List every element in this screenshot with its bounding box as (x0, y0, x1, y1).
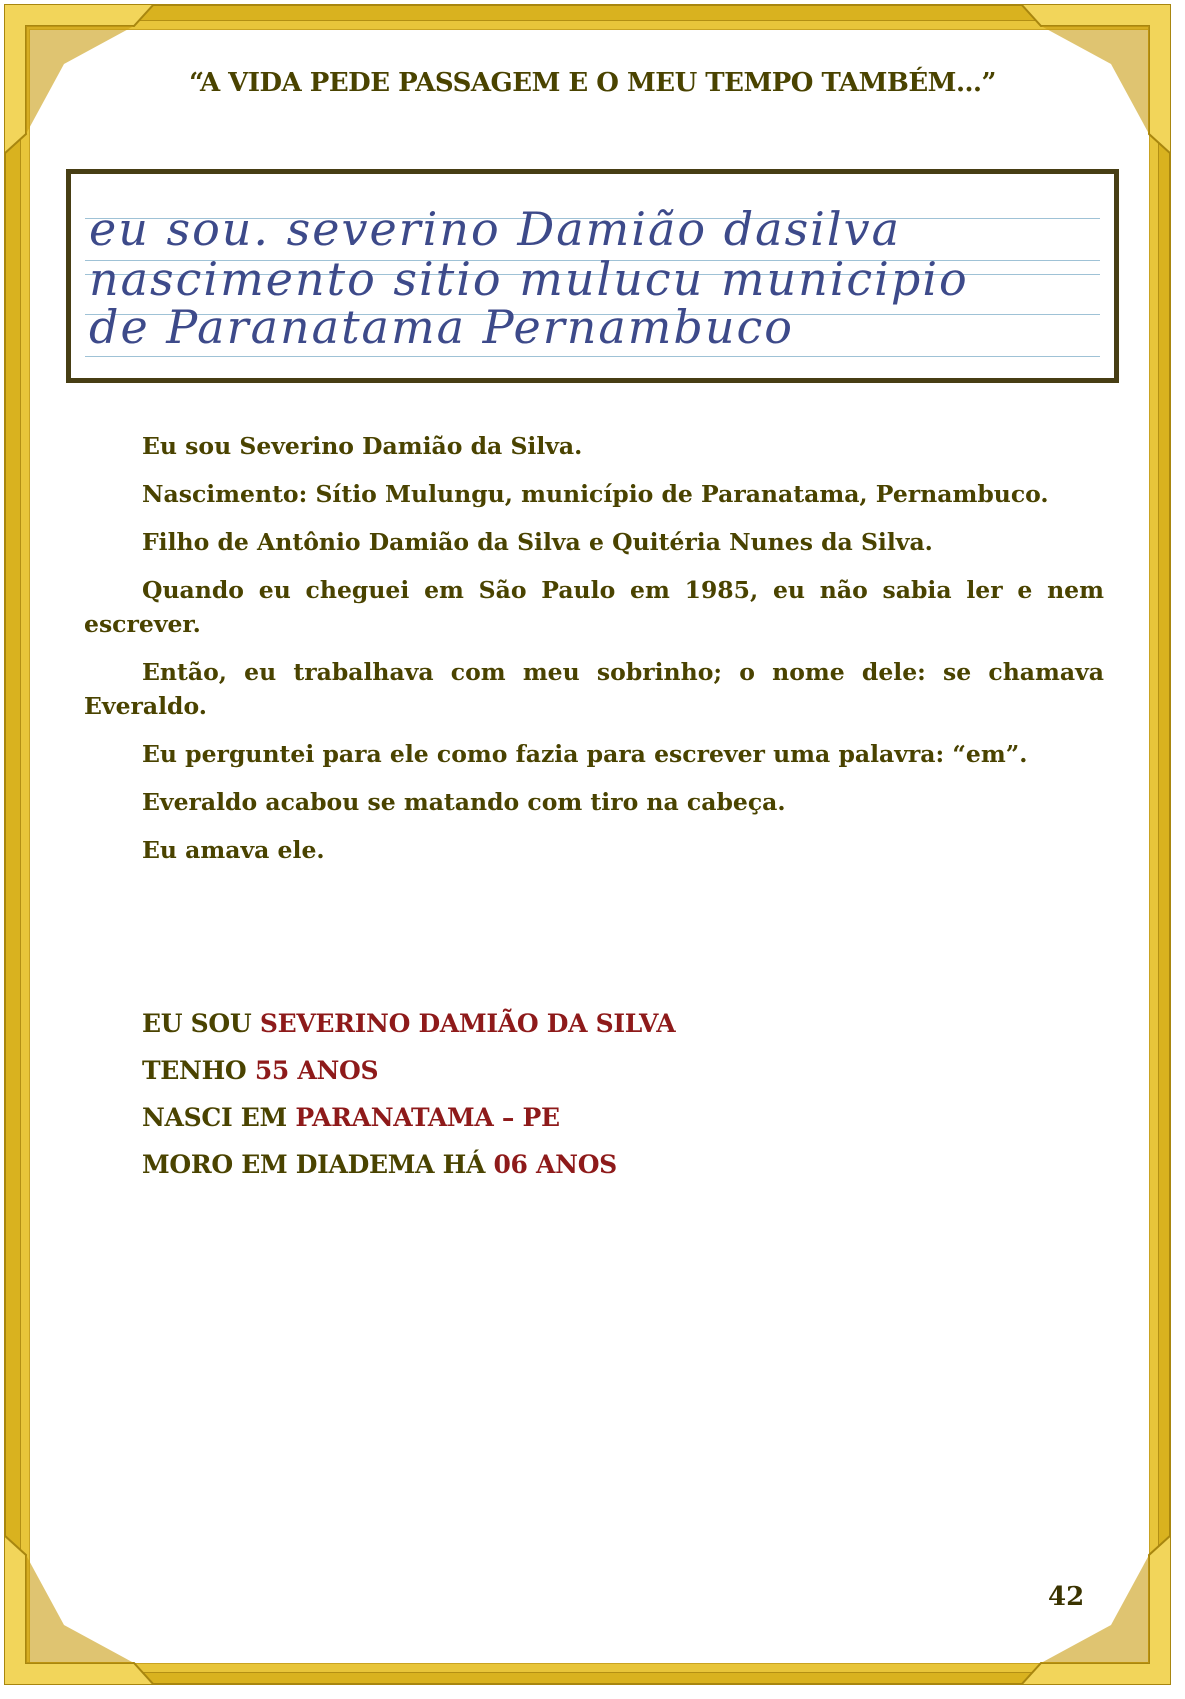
fact-value: PARANATAMA – PE (295, 1103, 560, 1132)
paragraph: Então, eu trabalhava com meu sobrinho; o nome dele: se chamava Everaldo. (84, 658, 1104, 720)
personal-facts (142, 1000, 675, 1188)
fact-name (142, 1000, 675, 1047)
fact-value: SEVERINO DAMIÃO DA SILVA (259, 1009, 676, 1038)
paragraph: Eu sou Severino Damião da Silva. (142, 432, 583, 460)
paragraph: Filho de Antônio Damião da Silva e Quitéria Nunes da Silva. (142, 528, 933, 556)
fact-label: TENHO (142, 1056, 255, 1085)
paragraph: Nascimento: Sítio Mulungu, município de Paranatama, Pernambuco. (142, 480, 1049, 508)
fact-age (142, 1047, 675, 1094)
handwriting-sample (66, 169, 1119, 383)
paragraph: Eu amava ele. (142, 836, 325, 864)
handwriting-line: eu sou. severino Damião dasilva (89, 202, 902, 256)
handwriting-line: de Paranatama Pernambuco (89, 300, 794, 354)
paragraph: Everaldo acabou se matando com tiro na cabeça. (142, 788, 786, 816)
fact-birthplace (142, 1094, 675, 1141)
paragraph: Eu perguntei para ele como fazia para escrever uma palavra: “em”. (142, 740, 1028, 768)
handwriting-line: nascimento sitio mulucu municipio (89, 252, 969, 306)
fact-label: EU SOU (142, 1009, 260, 1038)
page-title: “A VIDA PEDE PASSAGEM E O MEU TEMPO TAMBÉM…” (189, 68, 996, 98)
story-text (84, 429, 1104, 881)
page-number: 42 (1048, 1582, 1085, 1612)
fact-label: NASCI EM (142, 1103, 296, 1132)
paragraph: Quando eu cheguei em São Paulo em 1985, eu não sabia ler e nem escrever. (84, 576, 1104, 638)
fact-residence (142, 1141, 675, 1188)
fact-label: MORO EM DIADEMA HÁ (142, 1150, 494, 1179)
fact-value: 55 ANOS (254, 1056, 379, 1085)
ruled-line (85, 356, 1100, 357)
corner-ornament-bottom-right (1021, 1535, 1171, 1685)
fact-value: 06 ANOS (493, 1150, 617, 1179)
corner-ornament-bottom-left (4, 1535, 154, 1685)
